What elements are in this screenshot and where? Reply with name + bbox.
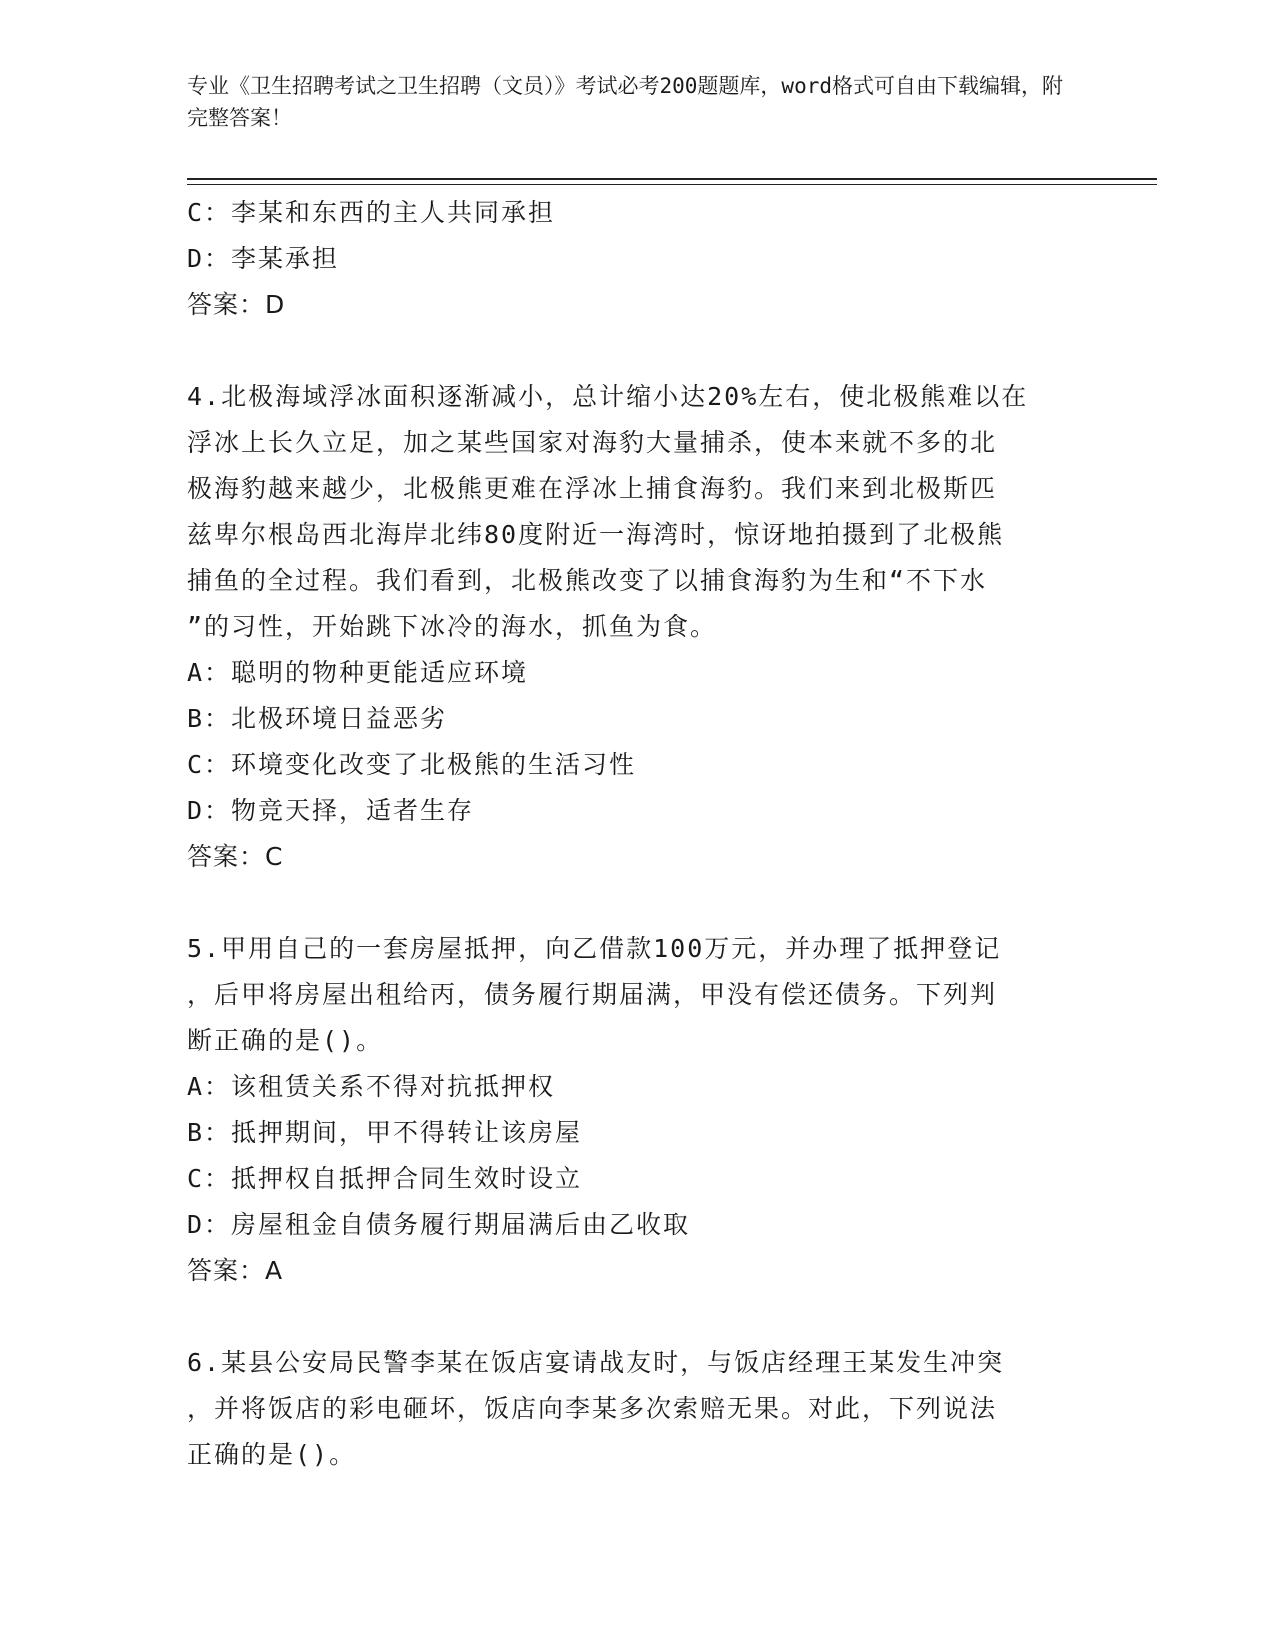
option-c: C：李某和东西的主人共同承担 [187,198,556,227]
question-stem-line: 4.北极海域浮冰面积逐渐减小，总计缩小达20%左右，使北极熊难以在 [187,382,1029,411]
option-d: D：李某承担 [187,244,340,273]
question-stem-line: 6.某县公安局民警李某在饭店宴请战友时，与饭店经理王某发生冲突 [187,1348,1005,1377]
question-stem-line: 断正确的是()。 [187,1026,384,1055]
question-3-tail [187,190,1092,328]
answer-line: 答案：A [187,1256,284,1285]
answer-line: 答案：D [187,290,286,319]
question-stem-line: 极海豹越来越少，北极熊更难在浮冰上捕食海豹。我们来到北极斯匹 [187,474,998,503]
question-stem-line: 正确的是()。 [187,1440,357,1469]
question-stem-line: 浮冰上长久立足，加之某些国家对海豹大量捕杀，使本来就不多的北 [187,428,998,457]
question-4 [187,374,1092,880]
question-gap [187,1294,1092,1340]
question-stem-line: 5.甲用自己的一套房屋抵押，向乙借款100万元，并办理了抵押登记 [187,934,1002,963]
question-5 [187,926,1092,1294]
question-gap [187,328,1092,374]
option-b: B：北极环境日益恶劣 [187,704,448,733]
header-divider-thick [187,178,1157,180]
option-a: A：聪明的物种更能适应环境 [187,658,529,687]
question-stem-line: 兹卑尔根岛西北海岸北纬80度附近一海湾时，惊讶地拍摄到了北极熊 [187,520,1005,549]
question-stem-line: 捕鱼的全过程。我们看到，北极熊改变了以捕食海豹为生和“不下水 [187,566,988,595]
option-a: A：该租赁关系不得对抗抵押权 [187,1072,556,1101]
option-c: C：环境变化改变了北极熊的生活习性 [187,750,637,779]
question-stem-line: ，后甲将房屋出租给丙，债务履行期届满，甲没有偿还债务。下列判 [187,980,998,1009]
option-d: D：物竞天择，适者生存 [187,796,475,825]
option-b: B：抵押期间，甲不得转让该房屋 [187,1118,583,1147]
question-gap [187,880,1092,926]
question-list [187,190,1092,1478]
question-stem-line: ，并将饭店的彩电砸坏，饭店向李某多次索赔无果。对此，下列说法 [187,1394,998,1423]
option-c: C：抵押权自抵押合同生效时设立 [187,1164,583,1193]
document-header [187,70,1067,134]
question-6 [187,1340,1092,1478]
answer-line: 答案：C [187,842,284,871]
option-d: D：房屋租金自债务履行期届满后由乙收取 [187,1210,691,1239]
header-title: 专业《卫生招聘考试之卫生招聘（文员）》考试必考200题题库，word格式可自由下载编辑，附完整答案！ [187,74,1063,130]
question-stem-line: ”的习性，开始跳下冰冷的海水，抓鱼为食。 [187,612,718,641]
header-divider-thin [187,184,1157,185]
